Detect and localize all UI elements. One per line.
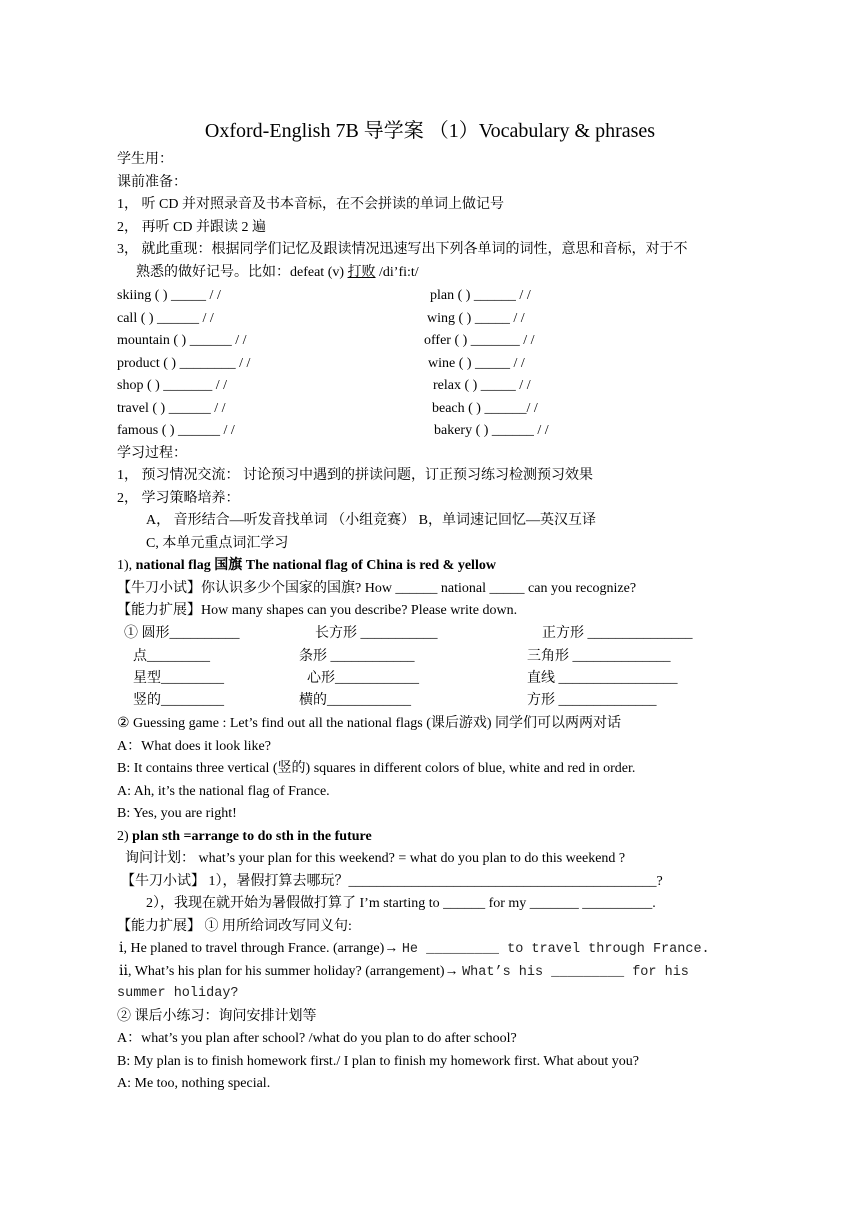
vocab-item-skiing: skiing ( ) _____ / /: [117, 288, 221, 303]
process-step-1: 1， 预习情况交流： 讨论预习中遇到的拼读问题，订正预习练习检测预习效果: [117, 468, 593, 483]
prep-heading: 课前准备：: [117, 175, 187, 190]
dialog-line: A: Me too, nothing special.: [117, 1076, 271, 1091]
rewrite-item-i: [119, 940, 710, 959]
vocab-item-mountain: mountain ( ) ______ / /: [117, 333, 247, 348]
process-step-2: 2， 学习策略培养：: [117, 491, 240, 506]
section-1-heading: [117, 557, 496, 575]
dialog-line: A: Ah, it’s the national flag of France.: [117, 784, 330, 799]
prep-step-2: 2， 再听 CD 并跟读 2 遍: [117, 220, 266, 235]
shape-rectangle: 长方形 ___________: [315, 626, 438, 641]
dialog-line: A：What does it look like?: [117, 739, 271, 754]
rewrite-item-ii: [119, 963, 689, 982]
shape-triangle: 三角形 ______________: [527, 649, 671, 664]
prep-step-3-example: [136, 264, 419, 282]
process-heading: 学习过程：: [117, 446, 187, 461]
shape-horizontal: 横的____________: [299, 693, 411, 708]
section-1-trial: 【牛刀小试】你认识多少个国家的国旗? How ______ national _____ can you recognize?: [117, 581, 637, 596]
rewrite-ii-question: ⅱ, What’s his plan for his summer holiday? (arrangement)→: [119, 964, 463, 979]
vocab-item-shop: shop ( ) _______ / /: [117, 378, 228, 393]
example-phonetic: /di’fi:t/: [375, 265, 419, 280]
vocab-item-offer: offer ( ) _______ / /: [424, 333, 535, 348]
dialog-line: B: It contains three vertical (竖的) squares in different colors of blue, white and red in order.: [117, 761, 636, 776]
section-2-heading: [117, 828, 372, 846]
vocab-item-famous: famous ( ) ______ / /: [117, 423, 235, 438]
vocab-item-bakery: bakery ( ) ______ / /: [434, 423, 549, 438]
section-2-title: plan sth =arrange to do sth in the future: [132, 829, 372, 844]
shape-straight-line: 直线 _________________: [527, 671, 678, 686]
for-students-label: 学生用：: [117, 152, 173, 167]
section-1-title: national flag 国旗 The national flag of China is red & yellow: [135, 558, 496, 573]
vocab-item-product: product ( ) ________ / /: [117, 356, 251, 371]
section-2-number: 2): [117, 829, 133, 844]
section-1-expand: 【能力扩展】How many shapes can you describe? Please write down.: [117, 603, 518, 618]
shape-star: 星型_________: [133, 671, 224, 686]
dialog-line: B: Yes, you are right!: [117, 806, 237, 821]
prep-step-1: 1， 听 CD 并对照录音及书本音标，在不会拼读的单词上做记号: [117, 197, 504, 212]
shape-vertical: 竖的_________: [133, 693, 224, 708]
shape-heart: 心形____________: [307, 671, 419, 686]
example-prefix: 熟悉的做好记号。比如：defeat (v): [136, 265, 348, 280]
section-2-expand: 【能力扩展】 ① 用所给词改写同义句:: [117, 919, 352, 934]
vocab-item-wine: wine ( ) _____ / /: [428, 356, 525, 371]
rewrite-i-question: ⅰ, He planed to travel through France. (arrange)→: [119, 941, 402, 956]
vocab-item-plan: plan ( ) ______ / /: [430, 288, 531, 303]
process-step-2-c: C, 本单元重点词汇学习: [146, 536, 289, 551]
ask-plan: 询问计划： what’s your plan for this weekend? = what do you plan to do this weekend ?: [125, 851, 626, 866]
vocab-item-call: call ( ) ______ / /: [117, 311, 214, 326]
shape-dot: 点_________: [133, 649, 210, 664]
prep-step-3: 3， 就此重现：根据同学们记忆及跟读情况迅速写出下列各单词的词性，意思和音标，对于不: [117, 242, 688, 257]
rewrite-i-answer: He _________ to travel through France.: [401, 942, 710, 957]
section-2-trial-2: 2），我现在就开始为暑假做打算了 I’m starting to ______ for my _______ __________.: [146, 896, 656, 911]
rewrite-ii-answer: What’s his _________ for his: [462, 965, 689, 980]
page-title: Oxford-English 7B 导学案 （1）Vocabulary & phrases: [204, 120, 656, 142]
dialog-line: B: My plan is to finish homework first./ I plan to finish my homework first. What about you?: [117, 1054, 639, 1069]
shape-circle: ① 圆形__________: [124, 626, 240, 641]
vocab-item-travel: travel ( ) ______ / /: [117, 401, 226, 416]
dialog-line: A：what’s you plan after school? /what do you plan to do after school?: [117, 1031, 517, 1046]
guessing-game: ② Guessing game : Let’s find out all the national flags (课后游戏) 同学们可以两两对话: [117, 716, 622, 731]
shape-square-block: 方形 ______________: [527, 693, 657, 708]
shape-square: 正方形 _______________: [542, 626, 693, 641]
vocab-item-relax: relax ( ) _____ / /: [433, 378, 531, 393]
vocab-item-wing: wing ( ) _____ / /: [427, 311, 525, 326]
example-meaning: 打败: [347, 265, 376, 280]
rewrite-ii-continued: summer holiday?: [117, 986, 239, 1001]
section-1-number: 1),: [117, 558, 136, 573]
after-class-practice: ② 课后小练习：询问安排计划等: [117, 1009, 317, 1024]
shape-stripe: 条形 ____________: [299, 649, 415, 664]
vocab-item-beach: beach ( ) ______/ /: [432, 401, 538, 416]
section-2-trial-1: 【牛刀小试】 1），暑假打算去哪玩？____________________________________________?: [121, 874, 663, 889]
process-step-2-ab: A， 音形结合—听发音找单词 （小组竞赛） B，单词速记回忆—英汉互译: [146, 513, 596, 528]
